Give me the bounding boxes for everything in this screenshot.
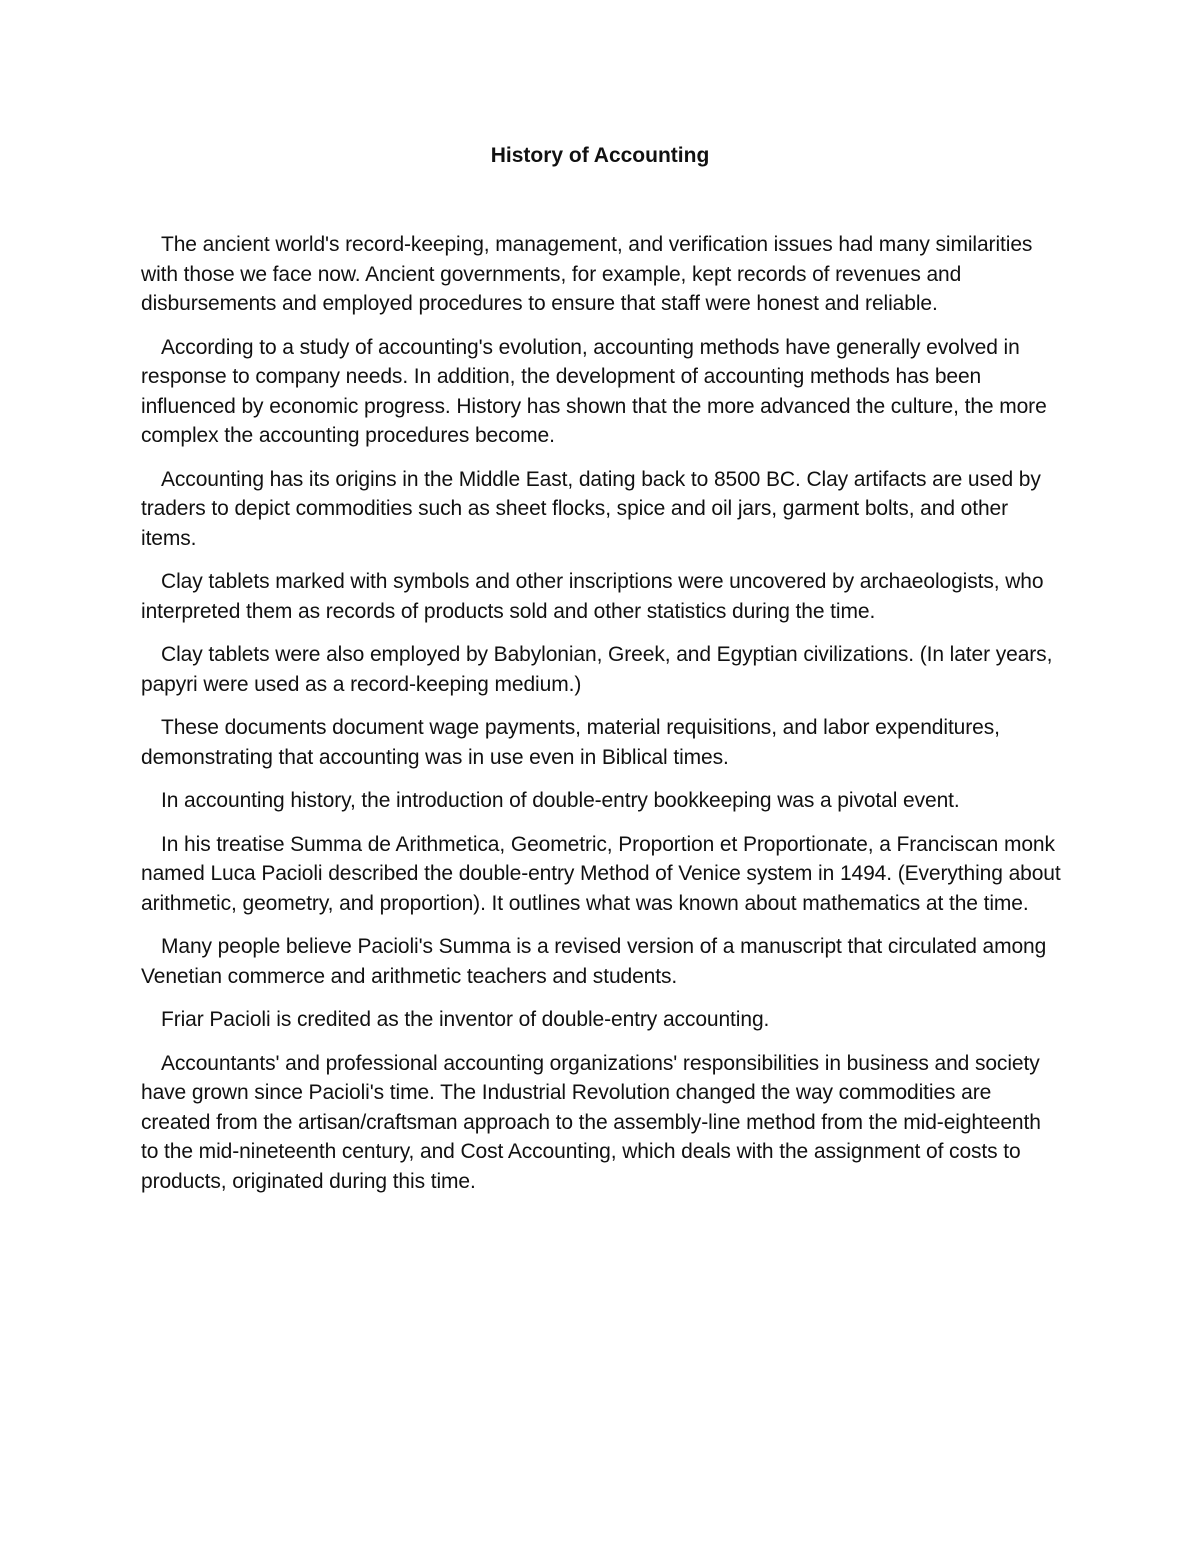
document-title: History of Accounting: [490, 144, 710, 167]
paragraph-clay-tablets-civilizations: Clay tablets were also employed by Babylonian, Greek, and Egyptian civilizations. (In later years, papyri were used as a record-keeping medium.): [141, 643, 1053, 696]
paragraph-double-entry-introduction: In accounting history, the introduction of double-entry bookkeeping was a pivotal event.: [161, 789, 960, 812]
paragraph-industrial-revolution: Accountants' and professional accounting organizations' responsibilities in business and society have grown since Pacioli's time. The Industrial Revolution changed the way commodities are created from the artisan/craftsman approach to the assembly-line method from the mid-eighteenth to the mid-nineteenth century, and Cost Accounting, which deals with the assignment of costs to products, originated during this time.: [141, 1051, 1041, 1193]
document-body: [141, 230, 1063, 1210]
paragraph-friar-pacioli: Friar Pacioli is credited as the inventor of double-entry accounting.: [161, 1008, 770, 1031]
paragraph-evolution-study: According to a study of accounting's evolution, accounting methods have generally evolved in response to company needs. In addition, the development of accounting methods has been influenced by economic progress. History has shown that the more advanced the culture, the more complex the accounting procedures become.: [141, 335, 1047, 447]
paragraph-pacioli-treatise: In his treatise Summa de Arithmetica, Geometric, Proportion et Proportionate, a Franciscan monk named Luca Pacioli described the double-entry Method of Venice system in 1494. (Everything about arithmetic, geometry, and proportion). It outlines what was known about mathematics at the time.: [141, 832, 1061, 915]
paragraph-clay-tablets-archaeology: Clay tablets marked with symbols and other inscriptions were uncovered by archaeologists, who interpreted them as records of products sold and other statistics during the time.: [141, 570, 1044, 623]
paragraph-middle-east-origins: Accounting has its origins in the Middle East, dating back to 8500 BC. Clay artifacts are used by traders to depict commodities such as sheet flocks, spice and oil jars, garment bolts, and other items.: [141, 467, 1041, 550]
paragraph-biblical-times: These documents document wage payments, material requisitions, and labor expenditures, demonstrating that accounting was in use even in Biblical times.: [141, 716, 1000, 769]
paragraph-summa-manuscript: Many people believe Pacioli's Summa is a revised version of a manuscript that circulated among Venetian commerce and arithmetic teachers and students.: [141, 935, 1047, 988]
paragraph-ancient-world: The ancient world's record-keeping, management, and verification issues had many similarities with those we face now. Ancient governments, for example, kept records of revenues and disbursements and employed procedures to ensure that staff were honest and reliable.: [141, 233, 1033, 315]
